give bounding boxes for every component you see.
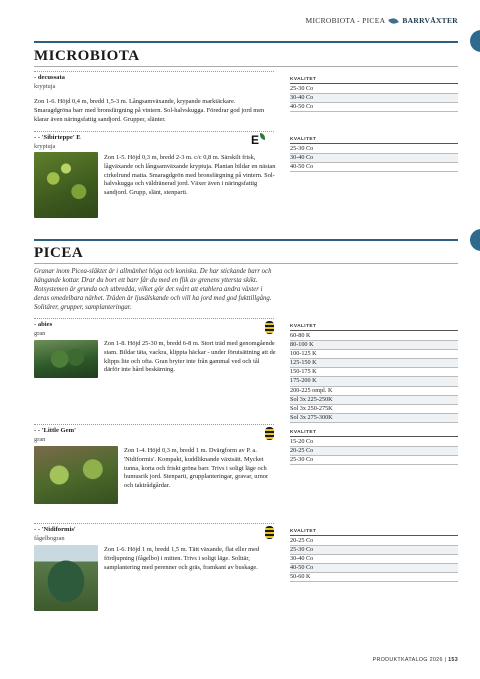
leaf-icon [260,133,265,140]
page-footer [373,657,458,663]
kvalitet-row: 40-50 Co [290,564,458,573]
leaf-icon [389,16,400,25]
plant-name: - decussata [34,74,65,81]
kvalitet-label: KVALITET [290,77,458,84]
plant-description: Zon 1-8. Höjd 25-30 m, bredd 6-8 m. Stort träd med genomgående stam. Bildar täta, vackra, klippta häckar - under förutsättning att de klipps lite och ofta. Gran bryter inte från gammal ved och tål därför inte hård beskärning. [104,340,276,374]
kvalitet-table [290,77,458,112]
kvalitet-table [290,430,458,465]
plant-description: Zon 1-6. Höjd 0,4 m, bredd 1,5-3 m. Långsamväxande, krypande marktäckare. Smaragdgröna barr med bronsfärgning på vintern. Sol-halvskugga. Föredrar god jord men klarar även näringsfattig sandjord. Grupper, slänter. [34,98,265,123]
plant-name: - - 'Sibirteppe' E [34,134,81,141]
kvalitet-row: 25-30 Co [290,85,458,94]
plant-genus: gran [34,330,46,337]
bee-friendly-icon [265,427,274,440]
bee-friendly-icon [265,321,274,334]
plant-photo [34,340,98,378]
kvalitet-rows [290,438,458,465]
kvalitet-row: 175-200 K [290,377,458,386]
title-underline [34,263,458,264]
plant-genus: kryptuja [34,83,56,90]
page-number: 153 [448,657,458,663]
kvalitet-row: 30-40 Co [290,94,458,103]
plant-description: Zon 1-4. Höjd 0,3 m, bredd 1 m. Dvärgform av P. a. 'Nidiformis'. Kompakt, kuddliknande växtsätt. Mycket tunna, korta och friskt gröna barr. Trivs i soligt läge och humusrik jord. Stenparti, grupplanteringar, gravar, urnor och taktrådgårdar. [124,447,269,490]
kvalitet-row: 40-50 Co [290,103,458,112]
kvalitet-row: 100-125 K [290,350,458,359]
entry-divider [34,318,274,319]
section-tab-marker [470,30,480,52]
kvalitet-label: KVALITET [290,137,458,144]
plant-description: Zon 1-5. Höjd 0,3 m, bredd 2-3 m. c/c 0,8 m. Särskilt frisk, lågväxande och långsamväxande kryptuja. Plantan bildar en nästan cirkelrund matta. Smaragdgrön med bronsfärgning på vintern. Sol-halvskugga och väldränerad jord. Växer även i näringsfattig sandjord. Grupp, slänt, stenparti. [104,154,276,197]
kvalitet-rows [290,145,458,172]
kvalitet-label: KVALITET [290,324,458,331]
kvalitet-row: 150-175 K [290,368,458,377]
kvalitet-row: 20-25 Co [290,537,458,546]
kvalitet-row: Sol 3x 250-275K [290,405,458,414]
section-intro: Granar inom Picea-släktet är i allmänhet höga och koniska. De har stickande barr och hängande kottar. Drar du bort ett barr får du med en flik av grenens yttersta skikt. Rotsystemen är grunda och utbredda, vilket gör det svårt att etablera andra växter i deras omedelbara närhet. Träden är ljusälskande och vill ha jord med god fukttillgång. Solitärer, grupper, samplanteringar. [34,268,272,311]
header-right: BARRVÄXTER [402,16,458,25]
plant-genus: gran [34,436,46,443]
entry-divider [34,424,274,425]
entry-divider [34,523,274,524]
kvalitet-row: 25-30 Co [290,145,458,154]
kvalitet-label: KVALITET [290,529,458,536]
kvalitet-row: 30-40 Co [290,154,458,163]
kvalitet-row: 125-150 K [290,359,458,368]
section-rule [34,239,458,241]
entry-divider [34,131,274,132]
header-left: MICROBIOTA - PICEA [305,16,386,25]
kvalitet-row: 25-30 Co [290,456,458,465]
section-title-picea: PICEA [34,245,84,261]
kvalitet-table [290,324,458,423]
kvalitet-table [290,137,458,172]
plant-genus: kryptuja [34,143,56,150]
kvalitet-row: 30-40 Co [290,555,458,564]
plant-name: - - 'Little Gem' [34,427,76,434]
kvalitet-label: KVALITET [290,430,458,437]
kvalitet-row: 60-80 K [290,332,458,341]
plant-name: - abies [34,321,53,328]
plant-description: Zon 1-6. Höjd 1 m, bredd 1,5 m. Tätt växande, flat eller med fördjupning (fågelbo) i mitten. Trivs i soligt läge. Solitär, samplantering med perenner och gräs, framkant av buskage. [104,546,260,571]
section-tab-marker [470,229,480,251]
footer-separator: | [444,657,449,663]
section-title-microbiota: MICROBIOTA [34,48,140,64]
section-rule [34,41,458,43]
plant-name: - - 'Nidiformis' [34,526,76,533]
kvalitet-row: 80-100 K [290,341,458,350]
plant-photo [34,446,118,504]
catalog-name: PRODUKTKATALOG 2026 [372,657,443,663]
plant-photo [34,152,98,218]
entry-divider [34,71,274,72]
kvalitet-row: 20-25 Co [290,447,458,456]
kvalitet-rows [290,85,458,112]
kvalitet-rows [290,537,458,582]
kvalitet-row: 50-60 K [290,573,458,582]
e-plant-badge-icon: E [251,133,265,147]
kvalitet-row: 25-30 Co [290,546,458,555]
kvalitet-row: 40-50 Co [290,163,458,172]
kvalitet-table [290,529,458,582]
plant-photo [34,545,98,611]
bee-friendly-icon [265,526,274,539]
running-header [306,16,458,25]
kvalitet-row: 15-20 Co [290,438,458,447]
plant-genus: fågelbogran [34,535,65,542]
title-underline [34,66,458,67]
kvalitet-rows [290,332,458,423]
kvalitet-row: 200-225 ompl. K [290,387,458,396]
kvalitet-row: Sol 3x 225-250K [290,396,458,405]
kvalitet-row: Sol 3x 275-300K [290,414,458,423]
